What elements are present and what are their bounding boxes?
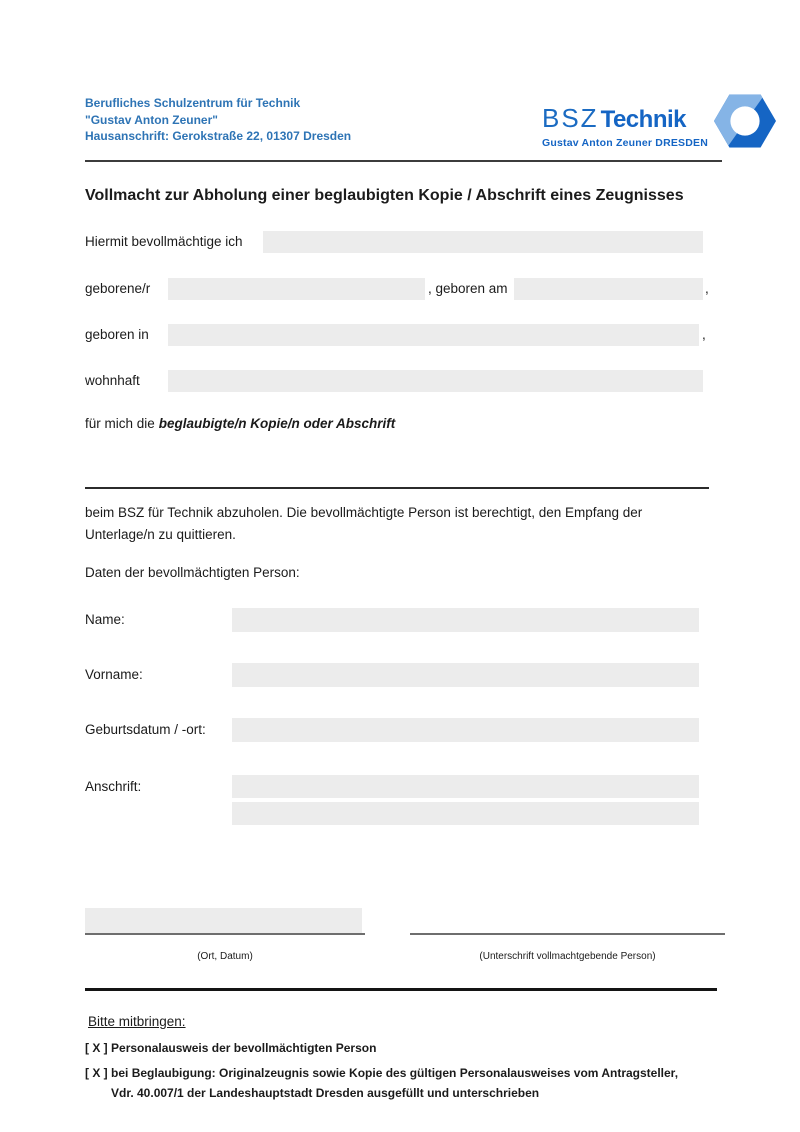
- geburtsdatum-ort-label: Geburtsdatum / -ort:: [85, 722, 206, 737]
- logo-subline-text: Gustav Anton Zeuner DRESDEN: [542, 137, 709, 149]
- school-address-block: [85, 95, 351, 145]
- bring-along-heading: Bitte mitbringen:: [88, 1014, 186, 1029]
- anschrift-field-line2[interactable]: [232, 802, 699, 825]
- letterhead-divider: [85, 160, 722, 162]
- statement-line-1: beim BSZ für Technik abzuholen. Die bevollmächtigte Person ist berechtigt, den Empfang der: [85, 505, 643, 520]
- residence-label: wohnhaft: [85, 373, 140, 388]
- bring-along-item-2-text: bei Beglaubigung: Originalzeugnis sowie Kopie des gültigen Personalausweises vom Antragsteller,: [111, 1066, 679, 1080]
- bring-along-item-2: [85, 1066, 678, 1080]
- purpose-emphasis: beglaubigte/n Kopie/n oder Abschrift: [158, 416, 396, 431]
- bring-along-item-2-continuation: Vdr. 40.007/1 der Landeshauptstadt Dresden ausgefüllt und unterschrieben: [111, 1086, 540, 1100]
- anschrift-field-line1[interactable]: [232, 775, 699, 798]
- ort-datum-caption: (Ort, Datum): [197, 951, 253, 962]
- purpose-prefix: für mich die: [85, 416, 155, 431]
- school-name-line: Berufliches Schulzentrum für Technik: [85, 96, 301, 110]
- footer-divider: [85, 988, 717, 991]
- unterschrift-caption: (Unterschrift vollmachtgebende Person): [479, 951, 656, 962]
- born-date-label: , geboren am: [428, 281, 508, 296]
- statement-paragraph: [85, 502, 642, 545]
- geboren-in-field[interactable]: [168, 324, 699, 346]
- bring-along-item-1: [85, 1041, 376, 1055]
- vorname-label: Vorname:: [85, 667, 143, 682]
- logo-text-block: [542, 92, 708, 149]
- born-date-comma: ,: [705, 281, 709, 296]
- wohnhaft-field[interactable]: [168, 370, 703, 392]
- section-heading: Daten der bevollmächtigten Person:: [85, 565, 300, 580]
- bevollmaechtigte-person-field[interactable]: [263, 231, 703, 253]
- school-logo: [542, 92, 776, 150]
- intro-label: Hiermit bevollmächtige ich: [85, 234, 243, 249]
- document-writein-line[interactable]: [85, 487, 709, 489]
- name-field[interactable]: [232, 608, 699, 632]
- born-name-label: geborene/r: [85, 281, 151, 296]
- statement-line-2: Unterlage/n zu quittieren.: [85, 526, 236, 542]
- anschrift-label: Anschrift:: [85, 779, 142, 794]
- page-title: Vollmacht zur Abholung einer beglaubigten Kopie / Abschrift eines Zeugnisses: [85, 187, 684, 204]
- hexnut-logo-icon: [714, 92, 776, 150]
- born-place-comma: ,: [702, 327, 706, 342]
- born-place-label: geboren in: [85, 327, 149, 342]
- geborene-field[interactable]: [168, 278, 425, 300]
- ort-datum-field[interactable]: [85, 908, 362, 933]
- logo-bsz-text: BSZ: [542, 103, 599, 133]
- bring-along-item-1-text: Personalausweis der bevollmächtigten Person: [111, 1041, 377, 1055]
- ort-datum-line: [85, 933, 365, 935]
- purpose-line: [85, 416, 395, 431]
- school-subname-line: "Gustav Anton Zeuner": [85, 112, 218, 127]
- name-label: Name:: [85, 612, 125, 627]
- school-address-line: Hausanschrift: Gerokstraße 22, 01307 Dresden: [85, 129, 352, 143]
- logo-technik-text: Technik: [600, 106, 686, 133]
- checkbox-marker-2: [ X ]: [85, 1066, 108, 1080]
- geburtsdatum-ort-field[interactable]: [232, 718, 699, 742]
- checkbox-marker-1: [ X ]: [85, 1041, 108, 1055]
- unterschrift-line[interactable]: [410, 933, 725, 935]
- geboren-am-field[interactable]: [514, 278, 703, 300]
- vorname-field[interactable]: [232, 663, 699, 687]
